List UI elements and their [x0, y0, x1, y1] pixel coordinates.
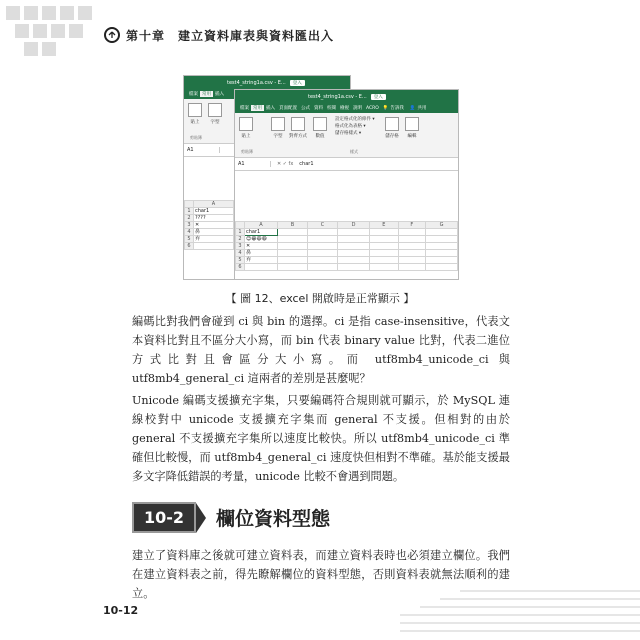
cell[interactable]: 鼻 — [194, 229, 234, 236]
clipboard-group-label: 剪貼簿 — [241, 149, 253, 154]
tab-review[interactable]: 校閱 — [327, 106, 336, 111]
conditional-format-button[interactable]: 設定格式化的條件 ▾ — [335, 117, 375, 122]
arrow-up-icon — [104, 27, 120, 43]
tab-data[interactable]: 資料 — [314, 106, 323, 111]
section-heading — [132, 502, 330, 533]
cell[interactable]: 弃 — [245, 257, 278, 264]
share-button[interactable]: 👤 共用 — [409, 106, 427, 111]
login-button[interactable]: 登入 — [290, 80, 305, 86]
tab-page-layout[interactable]: 頁面配置 — [279, 106, 297, 111]
paragraph: Unicode 編碼支援擴充字集，只要編碼符合規則就可顯示，於 MySQL 連線校對中 unicode 支援擴充字集而 general 不支援。但相對的由於 general 不支援擴充字集所以速度比較快。所以 utf8mb4_unicode_ci 準確但比較慢，而 utf8mb4_general_ci 速度快但相對不準確。基於能支援最多文字降低錯誤的考量，unicode 比較不會遇到問題。 — [132, 394, 510, 483]
tab-home[interactable]: 常用 — [202, 92, 211, 97]
tab-file[interactable]: 檔案 — [189, 92, 198, 97]
figure-caption: 【 圖 12、excel 開啟時是正常顯示 】 — [225, 292, 415, 305]
tab-insert[interactable]: 插入 — [215, 92, 224, 97]
tab-view[interactable]: 檢視 — [340, 106, 349, 111]
section-title: 欄位資料型態 — [216, 508, 331, 530]
cell[interactable] — [194, 243, 234, 250]
sheet-grid: A B C D E F G 1 char1 2 😊😁😃😆 3 ✕ 4 鼻 5 弃 6 — [235, 221, 458, 271]
login-button[interactable]: 登入 — [371, 94, 386, 100]
tab-insert[interactable]: 插入 — [266, 106, 275, 111]
chapter-title: 第十章 建立資料庫表與資料匯出入 — [126, 28, 335, 43]
cell[interactable]: 鼻 — [245, 250, 278, 257]
window-title: test4_string1a.csv - E... — [308, 93, 367, 100]
paste-button[interactable]: 貼上 — [239, 117, 253, 139]
styles-group-label: 樣式 — [350, 149, 358, 154]
tab-home[interactable]: 常用 — [253, 106, 262, 111]
name-box[interactable]: A1 — [184, 147, 220, 153]
page-header — [104, 24, 334, 46]
excel-screenshot-figure — [183, 75, 459, 280]
formula-icons: ✕ ✓ fx — [277, 161, 294, 167]
cell[interactable]: char1 — [194, 208, 234, 215]
paragraph: 編碼比對我們會碰到 ci 與 bin 的選擇。ci 是指 case-insensitive，代表文本資料比對且不區分大小寫，而 bin 代表 binary value 比對，代表二進位方式比對且會區分大小寫。而 utf8mb4_unicode_ci 與 utf8mb4_general_ci 這兩者的差別是甚麼呢？ — [132, 315, 510, 385]
page-number: 10-12 — [103, 604, 139, 617]
alignment-button[interactable]: 對齊方式 — [289, 117, 307, 139]
tab-file[interactable]: 檔案 — [240, 106, 249, 111]
cells-button[interactable]: 儲存格 — [385, 117, 399, 139]
corner-stripe-pattern — [400, 580, 640, 640]
format-as-table-button[interactable]: 格式化為表格 ▾ — [335, 124, 366, 129]
cell[interactable]: 弃 — [194, 236, 234, 243]
tab-formulas[interactable]: 公式 — [301, 106, 310, 111]
cell[interactable] — [245, 264, 278, 271]
paste-button[interactable]: 貼上 — [188, 103, 202, 125]
clipboard-group-label: 剪貼簿 — [190, 135, 202, 140]
cell-selected[interactable]: char1 — [245, 229, 278, 236]
font-button[interactable]: 字型 — [208, 103, 222, 125]
cell-styles-button[interactable]: 儲存格樣式 ▾ — [335, 131, 362, 136]
cell[interactable]: ✕ — [245, 243, 278, 250]
window-title: test4_string1a.csv - E... — [227, 79, 286, 86]
cell[interactable]: 😊😁😃😆 — [245, 236, 278, 243]
sheet-grid: A 1 char1 2 ???? 3 ✕ 4 鼻 5 弃 6 — [184, 200, 234, 250]
font-button[interactable]: 字型 — [271, 117, 285, 139]
tab-help[interactable]: 說明 — [353, 106, 362, 111]
cell[interactable]: ???? — [194, 215, 234, 222]
formula-bar — [235, 158, 458, 171]
tab-acrobat[interactable]: ACRO — [366, 105, 379, 111]
excel-window-front — [234, 89, 459, 280]
ribbon — [235, 113, 458, 158]
formula-content[interactable]: char1 — [299, 161, 314, 167]
paragraph: 建立了資料庫之後就可建立資料表，而建立資料表時也必須建立欄位。我們在建立資料表之前，得先瞭解欄位的資料型態，否則資料表就無法順利的建立。 — [132, 549, 510, 600]
styles-group — [335, 116, 375, 137]
titlebar — [184, 76, 350, 89]
name-box[interactable]: A1 — [235, 161, 271, 167]
section-arrow — [196, 503, 206, 533]
number-button[interactable]: 數值 — [313, 117, 327, 139]
titlebar — [235, 90, 458, 103]
edit-button[interactable]: 編輯 — [405, 117, 419, 139]
ribbon-tabs — [235, 103, 458, 113]
cell[interactable]: ✕ — [194, 222, 234, 229]
section-number: 10-2 — [132, 502, 196, 533]
tell-me-button[interactable]: 💡 告訴我 — [382, 106, 404, 111]
